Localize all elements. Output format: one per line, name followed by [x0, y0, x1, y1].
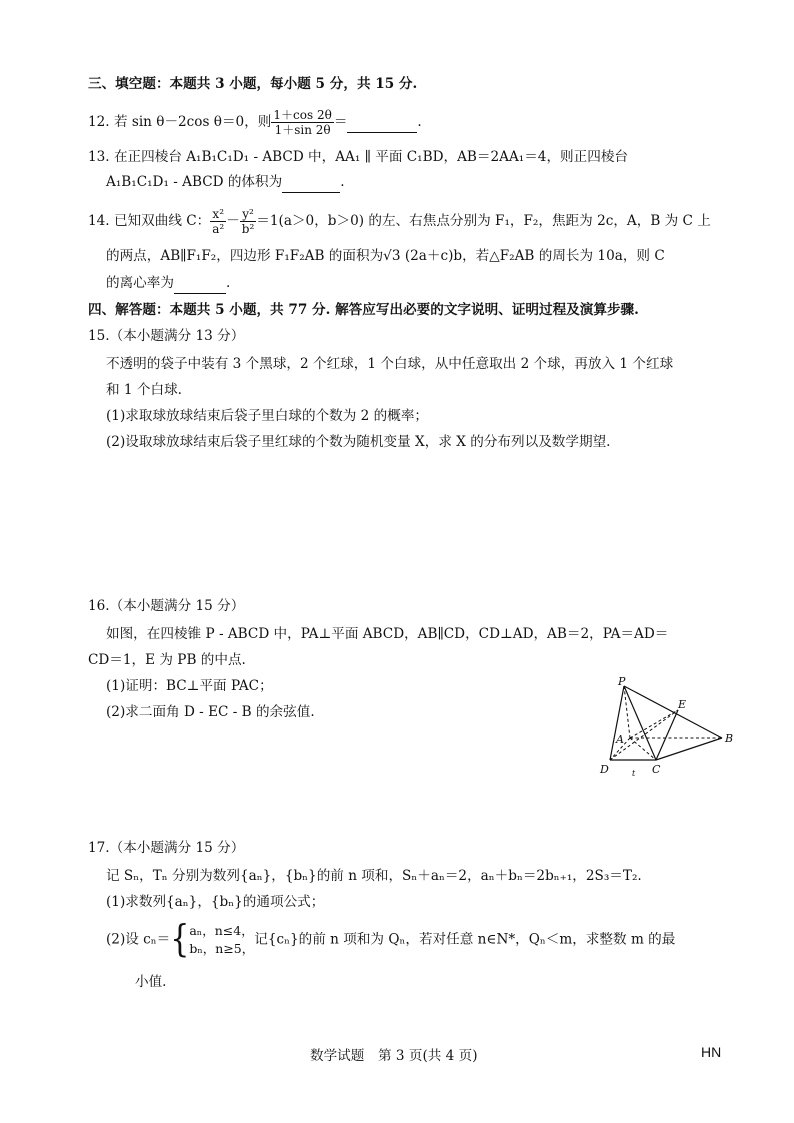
q17-part2-line2: 小值.: [135, 974, 167, 990]
q12-fraction: [271, 108, 333, 137]
q15-part1: (1)求取球放球结束后袋子里白球的个数为 2 的概率；: [106, 408, 429, 424]
edge-PD: [610, 686, 624, 760]
label-E: E: [678, 698, 687, 711]
q17-case1: aₙ，n≤4，: [189, 923, 254, 938]
q17-brace: {: [170, 917, 190, 962]
edge-CB: [656, 738, 722, 760]
q14-answer-blank[interactable]: [174, 273, 226, 294]
label-D: D: [600, 763, 609, 776]
footer-code: HN: [701, 1044, 722, 1060]
label-A: A: [616, 733, 624, 746]
q12-prefix: 12. 若 sin θ－2cos θ＝0，则: [88, 114, 272, 130]
section3-title: 三、填空题：本题共 3 小题，每小题 5 分，共 15 分.: [88, 76, 418, 92]
q17-line1: 记 Sₙ，Tₙ 分别为数列{aₙ}，{bₙ}的前 n 项和，Sₙ＋aₙ＝2，aₙ＋bₙ＝2bₙ₊₁，2S₃＝T₂.: [106, 868, 642, 884]
q12-suffix: ＝: [333, 114, 348, 130]
label-t: t: [632, 769, 636, 778]
question-14-line1: [88, 207, 738, 236]
q17-case2: bₙ，n≥5，: [189, 941, 255, 956]
q15-line1: 不透明的袋子中装有 3 个黑球，2 个红球，1 个白球，从中任意取出 2 个球，再放入 1 个红球: [106, 356, 674, 372]
q14-fraction-x: [210, 207, 226, 236]
q15-line2: 和 1 个白球.: [106, 382, 182, 398]
edge-CE: [656, 710, 678, 760]
q17-header: 17.（本小题满分 15 分）: [88, 840, 245, 856]
label-P: P: [618, 676, 626, 688]
section4-title: 四、解答题：本题共 5 小题，共 77 分. 解答应写出必要的文字说明、证明过程及演算步骤.: [88, 302, 639, 318]
q14-frac2-num: y²: [240, 207, 257, 222]
q14-minus: －: [226, 213, 240, 229]
q12-answer-blank[interactable]: [347, 112, 417, 133]
q17-part1: (1)求数列{aₙ}，{bₙ}的通项公式；: [106, 894, 325, 910]
edge-PB: [624, 686, 722, 738]
question-13-line1: 13. 在正四棱台 A₁B₁C₁D₁ - ABCD 中，AA₁ ∥ 平面 C₁BD，AB＝2AA₁＝4，则正四棱台: [88, 149, 629, 165]
q17-part2: [106, 917, 676, 962]
edge-AE: [630, 710, 678, 738]
edge-PC: [624, 686, 656, 760]
q14-line1a: 14. 已知双曲线 C：: [88, 213, 211, 229]
label-B: B: [725, 732, 734, 745]
q14-frac1-num: x²: [210, 207, 226, 222]
q16-line1: 如图，在四棱锥 P - ABCD 中，PA⊥平面 ABCD，AB∥CD，CD⊥AD，AB＝2，PA＝AD＝: [106, 626, 669, 642]
q16-part1: (1)证明：BC⊥平面 PAC；: [106, 678, 273, 694]
question-12: [88, 108, 738, 137]
edge-AC: [630, 738, 656, 760]
q15-header: 15.（本小题满分 13 分）: [88, 328, 245, 344]
question-14-line2: 的两点，AB∥F₁F₂，四边形 F₁F₂AB 的面积为√3 (2a＋c)b，若△F₂AB 的周长为 10a，则 C: [106, 248, 665, 264]
q17-cases: [189, 922, 254, 958]
q13-answer-blank[interactable]: [282, 172, 340, 193]
q12-frac-numerator: 1＋cos 2θ: [273, 108, 332, 122]
q14-frac2-den: b²: [241, 222, 255, 236]
q16-line2: CD＝1，E 为 PB 的中点.: [88, 652, 246, 668]
q13-end: .: [340, 174, 345, 190]
pyramid-figure: [594, 676, 744, 786]
footer-page-info: 数学试题 第 3 页(共 4 页): [310, 1048, 478, 1064]
q16-part2: (2)求二面角 D - EC - B 的余弦值.: [106, 704, 315, 720]
q17-part2-prefix: (2)设 cₙ＝: [106, 931, 171, 948]
question-14-line3: [106, 273, 230, 294]
q14-end: .: [225, 275, 231, 291]
question-13-line2: [106, 172, 345, 193]
q16-header: 16.（本小题满分 15 分）: [88, 598, 245, 614]
pyramid-diagram: [594, 676, 744, 786]
q14-line1b: ＝1(a＞0，b＞0) 的左、右焦点分别为 F₁，F₂，焦距为 2c，A，B 为 C 上: [256, 213, 711, 229]
q12-frac-denominator: 1＋sin 2θ: [274, 123, 331, 137]
q13-line2-text: A₁B₁C₁D₁ - ABCD 的体积为: [106, 174, 283, 190]
q12-end: .: [417, 114, 422, 130]
q14-line3-text: 的离心率为: [106, 275, 174, 291]
q14-fraction-y: [240, 207, 257, 236]
label-C: C: [652, 763, 661, 776]
q17-part2-suffix: 记{cₙ}的前 n 项和为 Qₙ，若对任意 n∈N*，Qₙ＜m，求整数 m 的最: [254, 931, 676, 948]
q15-part2: (2)设取球放球结束后袋子里红球的个数为随机变量 X，求 X 的分布列以及数学期望.: [106, 434, 611, 450]
q14-frac1-den: a²: [212, 222, 225, 236]
